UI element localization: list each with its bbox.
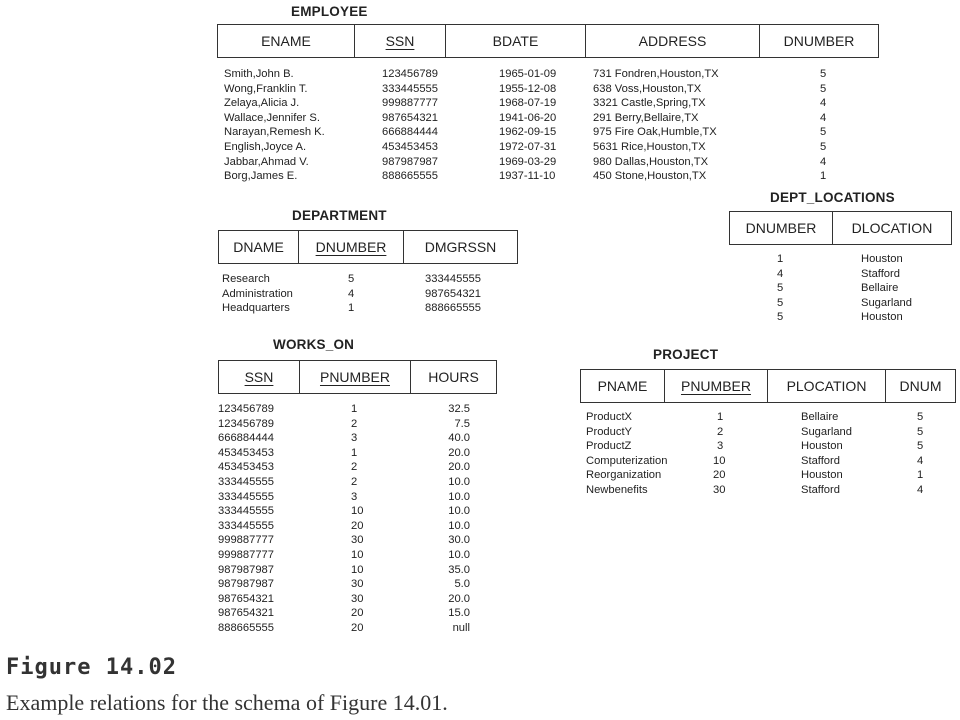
- department-col-dnumber: DNUMBER: [299, 231, 404, 263]
- table-row: [0, 96, 960, 111]
- dept-locations-title: DEPT_LOCATIONS: [770, 190, 895, 205]
- project-dnum: 1: [917, 469, 924, 482]
- employee-ename: Wong,Franklin T.: [224, 82, 308, 95]
- figure-caption: Example relations for the schema of Figure 14.01.: [6, 690, 448, 715]
- employee-ssn: 987654321: [382, 111, 438, 124]
- dept-locations-dlocation: Houston: [861, 311, 903, 324]
- employee-dnumber: 5: [820, 126, 827, 139]
- employee-ssn: 333445555: [382, 82, 438, 95]
- table-row: [0, 439, 960, 454]
- works-on-hours: 10.0: [448, 475, 470, 488]
- works-on-ssn: 999887777: [218, 534, 274, 547]
- department-dnumber: 4: [348, 287, 355, 300]
- department-col-dname: DNAME: [219, 231, 299, 263]
- employee-ename: Narayan,Remesh K.: [224, 126, 325, 139]
- works-on-title: WORKS_ON: [273, 337, 355, 352]
- works-on-pnumber: 1: [351, 403, 358, 415]
- works-on-pnumber: 30: [351, 578, 364, 591]
- dept-locations-dnumber: 5: [777, 282, 784, 295]
- project-pnumber: 30: [713, 483, 726, 496]
- works-on-pnumber: 10: [351, 563, 364, 576]
- works-on-col-hours: HOURS: [428, 369, 479, 385]
- table-row: [0, 483, 960, 498]
- dept-locations-dnumber: 1: [777, 253, 784, 265]
- department-dname: Headquarters: [222, 302, 290, 315]
- works-on-ssn: 888665555: [218, 621, 274, 634]
- works-on-pnumber: 30: [351, 592, 364, 605]
- works-on-hours: 7.5: [454, 417, 470, 430]
- works-on-ssn: 453453453: [218, 446, 274, 459]
- table-row: [0, 454, 960, 469]
- department-dname: Research: [222, 273, 270, 285]
- table-row: [0, 155, 960, 170]
- employee-ssn: 123456789: [382, 68, 438, 80]
- project-pname: ProductX: [586, 411, 633, 423]
- employee-address: 638 Voss,Houston,TX: [593, 82, 702, 95]
- employee-bdate: 1962-09-15: [499, 126, 557, 139]
- figure-label: Figure 14.02: [6, 655, 177, 680]
- employee-ename: Wallace,Jennifer S.: [224, 111, 320, 124]
- works-on-col-pnumber: PNUMBER: [300, 361, 411, 393]
- works-on-pnumber: 30: [351, 534, 364, 547]
- works-on-ssn: 333445555: [218, 490, 274, 503]
- project-pnumber: 10: [713, 454, 726, 467]
- project-plocation: Sugarland: [801, 425, 853, 438]
- employee-bdate: 1955-12-08: [499, 82, 557, 95]
- employee-dnumber: 5: [820, 68, 827, 80]
- dept-locations-col-dlocation: DLOCATION: [851, 220, 933, 236]
- employee-ename: Jabbar,Ahmad V.: [224, 155, 309, 168]
- table-row: [0, 563, 960, 578]
- project-pname: Computerization: [586, 454, 668, 467]
- employee-address: 291 Berry,Bellaire,TX: [593, 111, 699, 124]
- employee-ssn: 666884444: [382, 126, 438, 139]
- department-dmgrssn: 987654321: [425, 287, 481, 300]
- project-plocation: Houston: [801, 469, 843, 482]
- works-on-hours: 5.0: [454, 578, 470, 591]
- works-on-ssn: 333445555: [218, 519, 274, 532]
- table-row: [0, 272, 960, 287]
- table-row: [0, 82, 960, 97]
- employee-title: EMPLOYEE: [291, 4, 368, 19]
- works-on-pnumber: 20: [351, 519, 364, 532]
- department-dmgrssn: 888665555: [425, 302, 481, 315]
- dept-locations-dlocation: Bellaire: [861, 282, 899, 295]
- dept-locations-dnumber: 4: [777, 267, 784, 280]
- works-on-hours: 30.0: [448, 534, 470, 547]
- works-on-hours: 20.0: [448, 461, 470, 474]
- employee-bdate: 1969-03-29: [499, 155, 557, 168]
- employee-address: 975 Fire Oak,Humble,TX: [593, 126, 717, 139]
- table-row: [0, 468, 960, 483]
- project-pname: ProductY: [586, 425, 633, 438]
- project-pname: Reorganization: [586, 469, 662, 482]
- works-on-header: [218, 360, 497, 394]
- project-pnumber: 3: [717, 440, 724, 453]
- table-row: [0, 592, 960, 607]
- table-row: [0, 410, 960, 425]
- employee-bdate: 1968-07-19: [499, 97, 557, 110]
- employee-dnumber: 4: [820, 97, 827, 110]
- employee-address: 450 Stone,Houston,TX: [593, 170, 707, 183]
- works-on-col-ssn: SSN: [219, 361, 300, 393]
- works-on-pnumber: 2: [351, 417, 358, 430]
- project-dnum: 5: [917, 425, 924, 438]
- works-on-hours: 20.0: [448, 592, 470, 605]
- works-on-hours: 10.0: [448, 548, 470, 561]
- employee-ssn: 999887777: [382, 97, 438, 110]
- employee-ssn: 888665555: [382, 170, 438, 183]
- project-col-pnumber: PNUMBER: [665, 370, 768, 402]
- project-pnumber: 2: [717, 425, 724, 438]
- employee-ename: Smith,John B.: [224, 68, 294, 80]
- table-row: [0, 169, 960, 184]
- project-dnum: 4: [917, 483, 924, 496]
- employee-header: [217, 24, 879, 58]
- dept-locations-dnumber: 5: [777, 296, 784, 309]
- project-plocation: Bellaire: [801, 411, 839, 423]
- works-on-ssn: 987987987: [218, 578, 274, 591]
- works-on-ssn: 123456789: [218, 403, 274, 415]
- project-plocation: Stafford: [801, 483, 840, 496]
- department-header: [218, 230, 518, 264]
- project-col-dnum: DNUM: [899, 378, 942, 394]
- employee-dnumber: 5: [820, 82, 827, 95]
- works-on-ssn: 123456789: [218, 417, 274, 430]
- works-on-hours: 10.0: [448, 519, 470, 532]
- employee-col-ename: ENAME: [218, 25, 355, 57]
- works-on-hours: 40.0: [448, 432, 470, 445]
- table-row: [0, 140, 960, 155]
- department-col-dmgrssn: DMGRSSN: [424, 239, 497, 255]
- table-row: [0, 287, 960, 302]
- works-on-ssn: 453453453: [218, 461, 274, 474]
- works-on-pnumber: 20: [351, 607, 364, 620]
- works-on-hours: 20.0: [448, 446, 470, 459]
- project-dnum: 5: [917, 411, 924, 423]
- employee-ename: Zelaya,Alicia J.: [224, 97, 300, 110]
- works-on-hours: 10.0: [448, 490, 470, 503]
- works-on-hours: 15.0: [448, 607, 470, 620]
- table-row: [0, 301, 960, 316]
- works-on-pnumber: 3: [351, 490, 358, 503]
- project-plocation: Stafford: [801, 454, 840, 467]
- works-on-hours: null: [452, 621, 470, 634]
- employee-address: 3321 Castle,Spring,TX: [593, 97, 706, 110]
- table-row: [0, 548, 960, 563]
- works-on-hours: 35.0: [448, 563, 470, 576]
- project-col-plocation: PLOCATION: [768, 370, 886, 402]
- employee-ename: Borg,James E.: [224, 170, 298, 183]
- project-pname: Newbenefits: [586, 483, 648, 496]
- employee-dnumber: 4: [820, 111, 827, 124]
- dept-locations-col-dnumber: DNUMBER: [730, 212, 833, 244]
- employee-dnumber: 4: [820, 155, 827, 168]
- dept-locations-dlocation: Stafford: [861, 267, 900, 280]
- table-row: [0, 111, 960, 126]
- project-pnumber: 1: [717, 411, 724, 423]
- employee-address: 980 Dallas,Houston,TX: [593, 155, 709, 168]
- department-dname: Administration: [222, 287, 293, 300]
- table-row: [0, 67, 960, 82]
- works-on-ssn: 333445555: [218, 475, 274, 488]
- project-rows: [0, 410, 960, 498]
- employee-col-dnumber: DNUMBER: [783, 33, 855, 49]
- works-on-ssn: 987987987: [218, 563, 274, 576]
- employee-ename: English,Joyce A.: [224, 140, 307, 153]
- project-title: PROJECT: [653, 347, 719, 362]
- employee-ssn: 453453453: [382, 140, 438, 153]
- works-on-pnumber: 1: [351, 446, 358, 459]
- table-row: [0, 606, 960, 621]
- works-on-hours: 10.0: [448, 505, 470, 518]
- project-pnumber: 20: [713, 469, 726, 482]
- project-pname: ProductZ: [586, 440, 632, 453]
- department-title: DEPARTMENT: [292, 208, 387, 223]
- works-on-ssn: 999887777: [218, 548, 274, 561]
- project-dnum: 5: [917, 440, 924, 453]
- employee-address: 5631 Rice,Houston,TX: [593, 140, 706, 153]
- dept-locations-dlocation: Houston: [861, 253, 903, 265]
- project-plocation: Houston: [801, 440, 843, 453]
- project-dnum: 4: [917, 454, 924, 467]
- employee-col-ssn: SSN: [355, 25, 446, 57]
- works-on-hours: 32.5: [448, 403, 470, 415]
- works-on-pnumber: 2: [351, 475, 358, 488]
- dept-locations-dnumber: 5: [777, 311, 784, 324]
- employee-rows: [0, 67, 960, 184]
- employee-bdate: 1972-07-31: [499, 140, 557, 153]
- department-dmgrssn: 333445555: [425, 273, 481, 285]
- table-row: [0, 533, 960, 548]
- employee-dnumber: 5: [820, 140, 827, 153]
- table-row: [0, 504, 960, 519]
- employee-bdate: 1937-11-10: [499, 170, 556, 183]
- project-col-pname: PNAME: [581, 370, 665, 402]
- employee-dnumber: 1: [820, 170, 827, 183]
- dept-locations-header: [729, 211, 952, 245]
- table-row: [0, 519, 960, 534]
- employee-address: 731 Fondren,Houston,TX: [593, 68, 719, 80]
- table-row: [0, 621, 960, 636]
- works-on-ssn: 987654321: [218, 607, 274, 620]
- dept-locations-dlocation: Sugarland: [861, 296, 913, 309]
- table-row: [0, 425, 960, 440]
- employee-bdate: 1965-01-09: [499, 68, 557, 80]
- works-on-ssn: 333445555: [218, 505, 274, 518]
- employee-col-address: ADDRESS: [586, 25, 760, 57]
- project-header: [580, 369, 956, 403]
- works-on-ssn: 987654321: [218, 592, 274, 605]
- department-dnumber: 5: [348, 273, 355, 285]
- department-dnumber: 1: [348, 302, 355, 315]
- table-row: [0, 577, 960, 592]
- works-on-pnumber: 3: [351, 432, 358, 445]
- works-on-pnumber: 10: [351, 505, 364, 518]
- department-rows: [0, 272, 960, 316]
- employee-col-bdate: BDATE: [446, 25, 586, 57]
- employee-bdate: 1941-06-20: [499, 111, 557, 124]
- works-on-pnumber: 2: [351, 461, 358, 474]
- works-on-pnumber: 10: [351, 548, 364, 561]
- table-row: [0, 125, 960, 140]
- employee-ssn: 987987987: [382, 155, 438, 168]
- works-on-ssn: 666884444: [218, 432, 274, 445]
- works-on-pnumber: 20: [351, 621, 364, 634]
